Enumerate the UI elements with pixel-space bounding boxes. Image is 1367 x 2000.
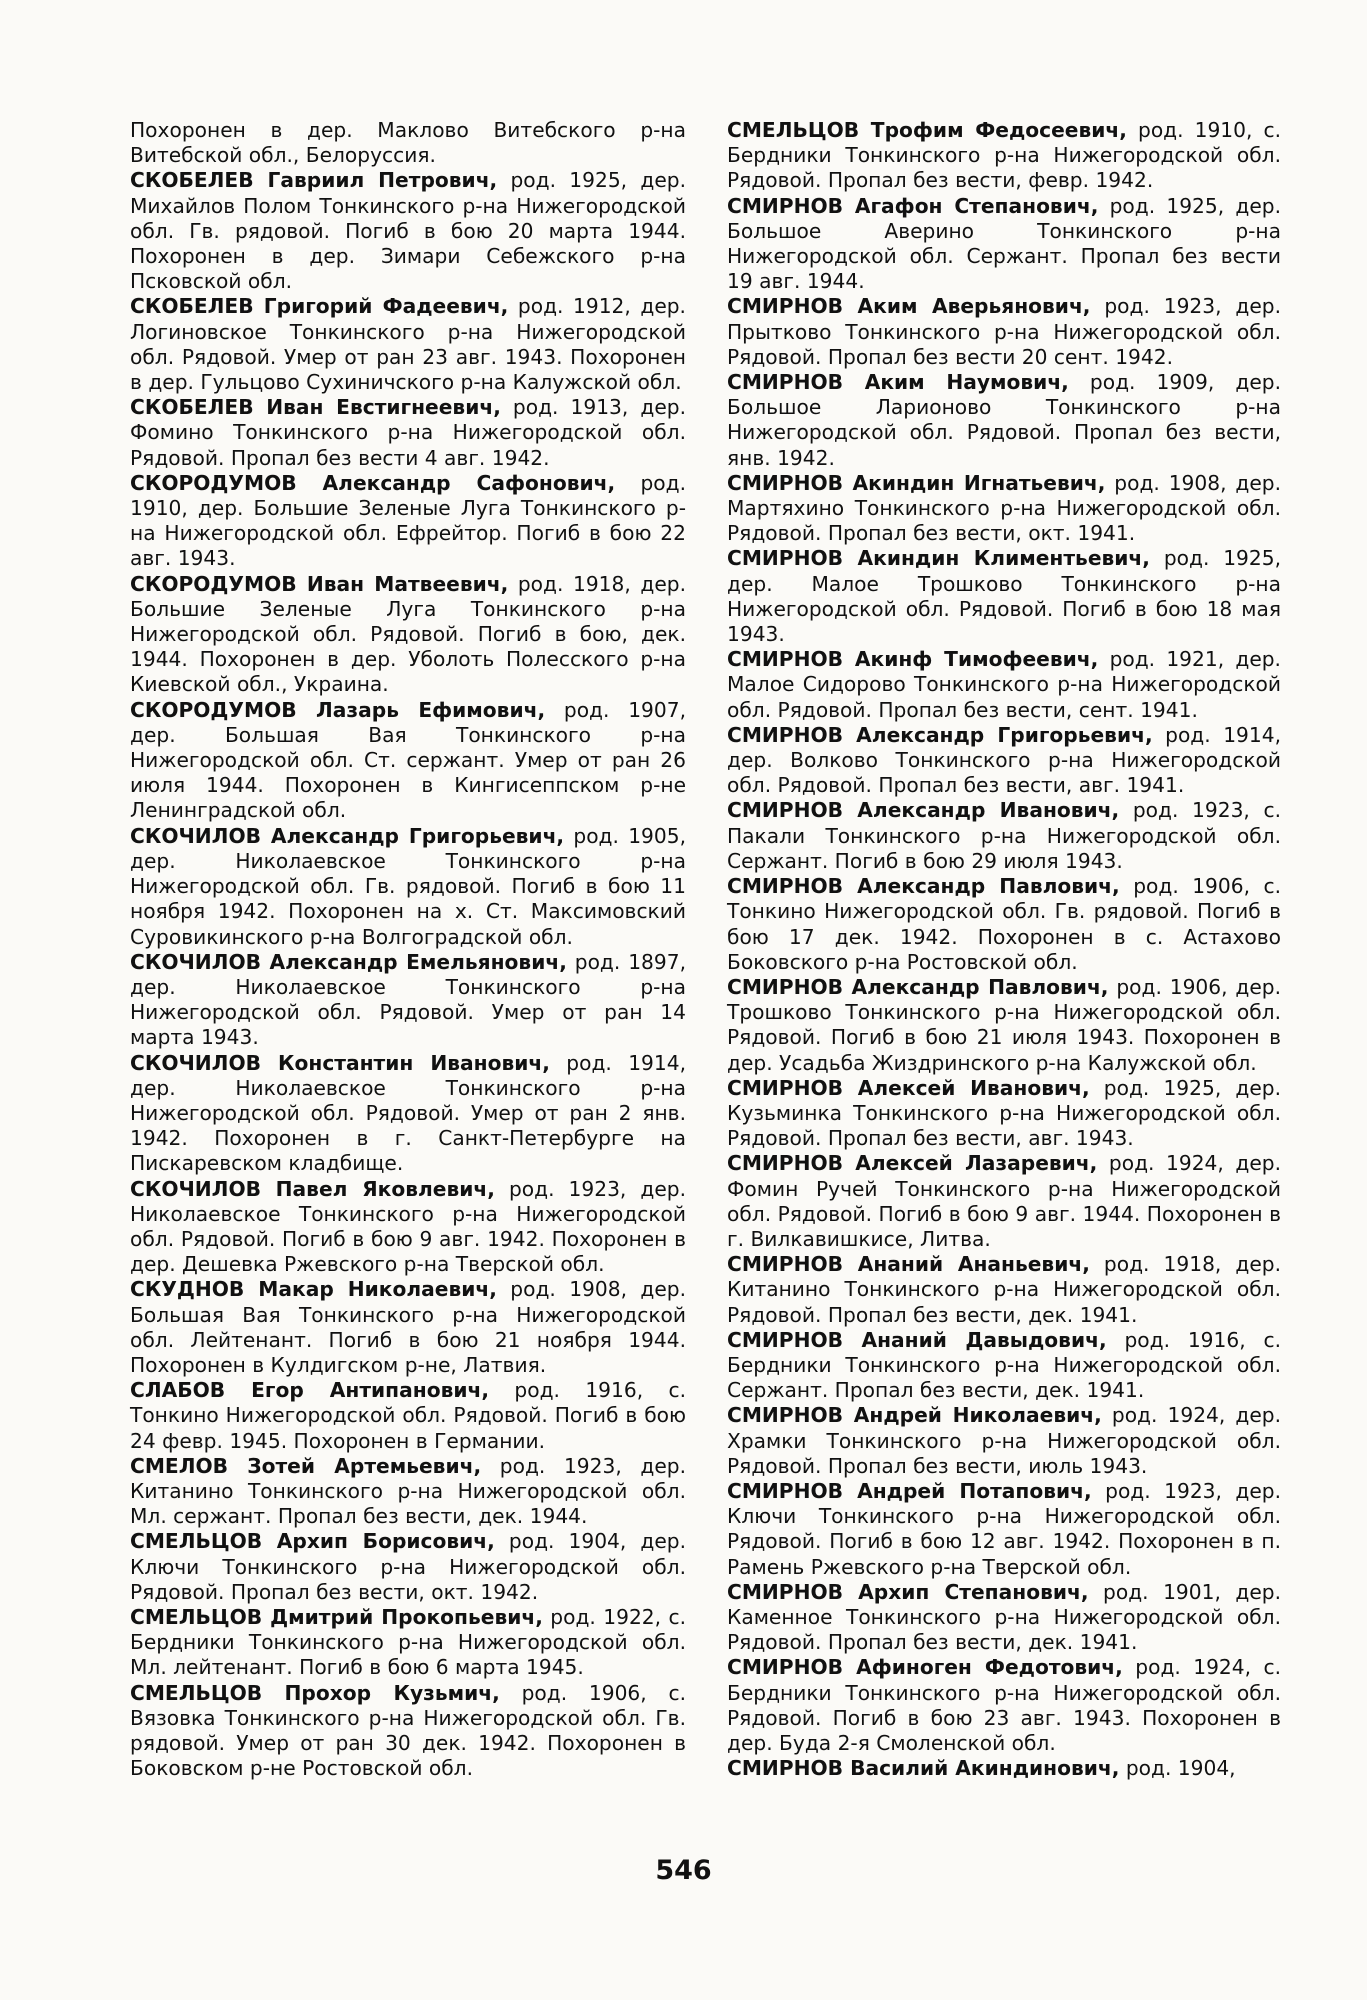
entry-name: СМИРНОВ Алексей Лазаревич, bbox=[727, 1151, 1098, 1176]
entry-text: род. 1923, дер. Николаевское Тонкинского р-на Нижегородской обл. Рядовой. Погиб в бою 9 авг. 1942. Похоронен в дер. Дешевка Ржевского р-на Тверской обл. bbox=[130, 1176, 686, 1277]
entry bbox=[130, 118, 686, 168]
entry-text: род. 1906, с. Тонкино Нижегородской обл. Гв. рядовой. Погиб в бою 17 дек. 1942. Похоронен в с. Астахово Боковского р-на Ростовской обл. bbox=[727, 874, 1281, 974]
entry-text: род. 1925, дер. Кузьминка Тонкинского р-на Нижегородской обл. Рядовой. Пропал без вести, авг. 1943. bbox=[727, 1075, 1281, 1151]
entry-name: СКОБЕЛЕВ Григорий Фадеевич, bbox=[130, 294, 509, 319]
entry-text: род. 1908, дер. Мартяхино Тонкинского р-на Нижегородской обл. Рядовой. Пропал без вести, окт. 1941. bbox=[727, 470, 1281, 546]
entry-name: СКОБЕЛЕВ Гавриил Петрович, bbox=[130, 168, 498, 193]
entry-name: СМИРНОВ Агафон Степанович, bbox=[727, 193, 1099, 218]
entry-name: СМЕЛЬЦОВ Архип Борисович, bbox=[130, 1529, 495, 1554]
entry bbox=[727, 294, 1281, 370]
entry-text: род. 1904, bbox=[1119, 1756, 1236, 1781]
entry bbox=[727, 1403, 1281, 1479]
entry-name: СМЕЛЬЦОВ Прохор Кузьмич, bbox=[130, 1680, 500, 1705]
entry-name: СМИРНОВ Ананий Ананьевич, bbox=[727, 1252, 1090, 1277]
entry-name: СМИРНОВ Александр Григорьевич, bbox=[727, 722, 1153, 747]
right-column bbox=[727, 118, 1281, 1781]
entry bbox=[727, 723, 1281, 799]
entry-name: СМИРНОВ Алексей Иванович, bbox=[727, 1075, 1090, 1100]
entry bbox=[130, 572, 686, 698]
entry bbox=[130, 1605, 686, 1681]
entry bbox=[727, 1076, 1281, 1152]
entry bbox=[130, 1378, 686, 1454]
entry-name: СКОБЕЛЕВ Иван Евстигнеевич, bbox=[130, 395, 501, 420]
entry-text: род. 1924, с. Бердники Тонкинского р-на Нижегородской обл. Рядовой. Погиб в бою 23 авг. 1943. Похоронен в дер. Буда 2-я Смоленской обл. bbox=[727, 1655, 1281, 1755]
entry bbox=[727, 1252, 1281, 1328]
entry-text: род. 1923, дер. Ключи Тонкинского р-на Нижегородской обл. Рядовой. Погиб в бою 12 авг. 1942. Похоронен в п. Рамень Ржевского р-на Тверской обл. bbox=[727, 1478, 1281, 1579]
entry-name: СМИРНОВ Аким Наумович, bbox=[727, 370, 1069, 395]
entry-name: СКОЧИЛОВ Павел Яковлевич, bbox=[130, 1176, 495, 1201]
entry-text: род. 1925, дер. Малое Трошково Тонкинского р-на Нижегородской обл. Рядовой. Погиб в бою 18 мая 1943. bbox=[727, 546, 1282, 647]
entry-name: СМИРНОВ Александр Иванович, bbox=[727, 798, 1120, 823]
entry-text: род. 1913, дер. Фомино Тонкинского р-на Нижегородской обл. Рядовой. Пропал без вести 4 авг. 1942. bbox=[130, 395, 686, 470]
entry bbox=[727, 1756, 1281, 1781]
entry-text: род. 1914, дер. Волково Тонкинского р-на Нижегородской обл. Рядовой. Пропал без вести, авг. 1941. bbox=[727, 722, 1281, 798]
entry-text: род. 1910, с. Бердники Тонкинского р-на Нижегородской обл. Рядовой. Пропал без вести, февр. 1942. bbox=[727, 118, 1281, 193]
entry-text: род. 1918, дер. Китанино Тонкинского р-на Нижегородской обл. Рядовой. Пропал без вести, дек. 1941. bbox=[727, 1252, 1281, 1327]
entry bbox=[727, 1580, 1281, 1656]
entry-name: СКУДНОВ Макар Николаевич, bbox=[130, 1277, 497, 1302]
entry-text: род. 1914, дер. Николаевское Тонкинского р-на Нижегородской обл. Рядовой. Умер от ран 2 янв. 1942. Похоронен в г. Санкт-Петербурге на Пискаревском кладбище. bbox=[130, 1050, 687, 1176]
entry-text: род. 1923, дер. Китанино Тонкинского р-на Нижегородской обл. Мл. сержант. Пропал без вести, дек. 1944. bbox=[130, 1453, 686, 1529]
entry-text: род. 1907, дер. Большая Вая Тонкинского р-на Нижегородской обл. Ст. сержант. Умер от ран 26 июля 1944. Похоронен в Кингисеппском р-не Ленинградской обл. bbox=[130, 697, 686, 823]
entry bbox=[130, 1177, 686, 1278]
entry bbox=[727, 1479, 1281, 1580]
entry-text: род. 1910, дер. Большие Зеленые Луга Тонкинского р-на Нижегородской обл. Ефрейтор. Погиб в бою 22 авг. 1943. bbox=[130, 470, 686, 571]
entry-text: род. 1904, дер. Ключи Тонкинского р-на Нижегородской обл. Рядовой. Пропал без вести, окт. 1942. bbox=[130, 1529, 686, 1604]
entry-name: СКОРОДУМОВ Александр Сафонович, bbox=[130, 470, 616, 495]
entry-text: род. 1925, дер. Большое Аверино Тонкинского р-на Нижегородской обл. Сержант. Пропал без вести 19 авг. 1944. bbox=[727, 193, 1281, 294]
entry-text: род. 1912, дер. Логиновское Тонкинского р-на Нижегородской обл. Рядовой. Умер от ран 23 авг. 1943. Похоронен в дер. Гульцово Сухиничского р-на Калужской обл. bbox=[130, 294, 686, 395]
entry bbox=[130, 168, 686, 294]
entry-name: СМИРНОВ Акиндин Игнатьевич, bbox=[727, 470, 1106, 495]
entry-text: род. 1906, с. Вязовка Тонкинского р-на Нижегородской обл. Гв. рядовой. Умер от ран 30 дек. 1942. Похоронен в Боковском р-не Ростовской обл. bbox=[130, 1680, 686, 1781]
entry-name: СМИРНОВ Акинф Тимофеевич, bbox=[727, 647, 1099, 672]
entry bbox=[727, 370, 1281, 471]
entry-name: СМИРНОВ Ананий Давыдович, bbox=[727, 1327, 1107, 1352]
entry-text: род. 1925, дер. Михайлов Полом Тонкинского р-на Нижегородской обл. Гв. рядовой. Погиб в бою 20 марта 1944. Похоронен в дер. Зимари Себежского р-на Псковской обл. bbox=[130, 168, 686, 294]
entry-name: СМИРНОВ Афиноген Федотович, bbox=[727, 1655, 1123, 1680]
entry-name: СМИРНОВ Архип Степанович, bbox=[727, 1579, 1089, 1604]
entry bbox=[727, 798, 1281, 874]
entry-name: СМИРНОВ Андрей Николаевич, bbox=[727, 1403, 1102, 1428]
entry bbox=[130, 824, 686, 950]
entry bbox=[130, 1681, 686, 1782]
entry bbox=[727, 874, 1281, 975]
entry-text: род. 1921, дер. Малое Сидорово Тонкинского р-на Нижегородской обл. Рядовой. Пропал без вести, сент. 1941. bbox=[727, 647, 1281, 722]
entry bbox=[727, 194, 1281, 295]
entry-name: СКОЧИЛОВ Александр Григорьевич, bbox=[130, 823, 565, 848]
entry-text: род. 1918, дер. Большие Зеленые Луга Тонкинского р-на Нижегородской обл. Рядовой. Погиб в бою, дек. 1944. Похоронен в дер. Уболоть Полесского р-на Киевской обл., Украина. bbox=[130, 571, 686, 697]
entry bbox=[727, 118, 1281, 194]
entry bbox=[130, 1051, 686, 1177]
entry-name: СМИРНОВ Василий Акиндинович, bbox=[727, 1756, 1120, 1781]
entry-text: род. 1909, дер. Большое Ларионово Тонкинского р-на Нижегородской обл. Рядовой. Пропал без вести, янв. 1942. bbox=[727, 370, 1281, 470]
entry-text: Похоронен в дер. Маклово Витебского р-на Витебской обл., Белоруссия. bbox=[130, 118, 686, 168]
entry-text: род. 1923, с. Пакали Тонкинского р-на Нижегородской обл. Сержант. Погиб в бою 29 июля 1943. bbox=[727, 798, 1281, 873]
left-column bbox=[130, 118, 686, 1781]
entry bbox=[130, 471, 686, 572]
entry-text: род. 1905, дер. Николаевское Тонкинского р-на Нижегородской обл. Гв. рядовой. Погиб в бою 11 ноября 1942. Похоронен на х. Ст. Максимовский Суровикинского р-на Волгоградской обл. bbox=[130, 823, 686, 949]
entry-name: СМИРНОВ Аким Аверьянович, bbox=[727, 294, 1091, 319]
entry-text: род. 1924, дер. Фомин Ручей Тонкинского р-на Нижегородской обл. Рядовой. Погиб в бою 9 авг. 1944. Похоронен в г. Вилкавишкисе, Литва. bbox=[727, 1151, 1281, 1251]
entry-text: род. 1916, с. Бердники Тонкинского р-на Нижегородской обл. Сержант. Пропал без вести, дек. 1941. bbox=[727, 1327, 1281, 1403]
entry bbox=[727, 647, 1281, 723]
entry-name: СМЕЛЬЦОВ Дмитрий Прокопьевич, bbox=[130, 1604, 543, 1629]
entry-name: СЛАБОВ Егор Антипанович, bbox=[130, 1378, 490, 1403]
entry-name: СМИРНОВ Акиндин Климентьевич, bbox=[727, 546, 1150, 571]
entry bbox=[130, 1454, 686, 1530]
entry-name: СКОЧИЛОВ Александр Емельянович, bbox=[130, 949, 567, 974]
entry-text: род. 1924, дер. Храмки Тонкинского р-на Нижегородской обл. Рядовой. Пропал без вести, июль 1943. bbox=[727, 1403, 1281, 1478]
entry-text: род. 1897, дер. Николаевское Тонкинского р-на Нижегородской обл. Рядовой. Умер от ран 14 марта 1943. bbox=[130, 949, 686, 1050]
entry-text: род. 1906, дер. Трошково Тонкинского р-на Нижегородской обл. Рядовой. Погиб в бою 21 июля 1943. Похоронен в дер. Усадьба Жиздринского р-на Калужской обл. bbox=[727, 974, 1281, 1075]
entry bbox=[727, 1151, 1281, 1252]
entry bbox=[130, 1529, 686, 1605]
entry-name: СМИРНОВ Александр Павлович, bbox=[727, 874, 1120, 899]
entry-name: СМЕЛОВ Зотей Артемьевич, bbox=[130, 1453, 482, 1478]
page-number: 546 bbox=[655, 1855, 712, 1886]
entry-name: СМЕЛЬЦОВ Трофим Федосеевич, bbox=[727, 118, 1127, 142]
entry-text: род. 1908, дер. Большая Вая Тонкинского р-на Нижегородской обл. Лейтенант. Погиб в бою 21 ноября 1944. Похоронен в Кулдигском р-не, Латвия. bbox=[130, 1277, 686, 1377]
entry bbox=[130, 950, 686, 1051]
entry-name: СКОРОДУМОВ Лазарь Ефимович, bbox=[130, 697, 546, 722]
entry bbox=[727, 975, 1281, 1076]
entry-text: род. 1916, с. Тонкино Нижегородской обл. Рядовой. Погиб в бою 24 февр. 1945. Похоронен в Германии. bbox=[130, 1378, 687, 1453]
entry-name: СКОЧИЛОВ Константин Иванович, bbox=[130, 1050, 550, 1075]
entry bbox=[130, 395, 686, 471]
entry bbox=[130, 294, 686, 395]
entry-name: СМИРНОВ Александр Павлович, bbox=[727, 974, 1109, 999]
entry-name: СМИРНОВ Андрей Потапович, bbox=[727, 1478, 1092, 1503]
entry-text: род. 1923, дер. Прытково Тонкинского р-на Нижегородской обл. Рядовой. Пропал без вести 20 сент. 1942. bbox=[727, 294, 1281, 369]
entry-name: СКОРОДУМОВ Иван Матвеевич, bbox=[130, 571, 509, 596]
entry-text: род. 1901, дер. Каменное Тонкинского р-на Нижегородской обл. Рядовой. Пропал без вести, дек. 1941. bbox=[727, 1579, 1281, 1655]
entry bbox=[727, 471, 1281, 547]
entry bbox=[727, 546, 1281, 647]
entry bbox=[727, 1655, 1281, 1756]
entry bbox=[727, 1328, 1281, 1404]
entry bbox=[130, 1277, 686, 1378]
entry-text: род. 1922, с. Бердники Тонкинского р-на Нижегородской обл. Мл. лейтенант. Погиб в бою 6 марта 1945. bbox=[130, 1604, 686, 1680]
entry bbox=[130, 698, 686, 824]
